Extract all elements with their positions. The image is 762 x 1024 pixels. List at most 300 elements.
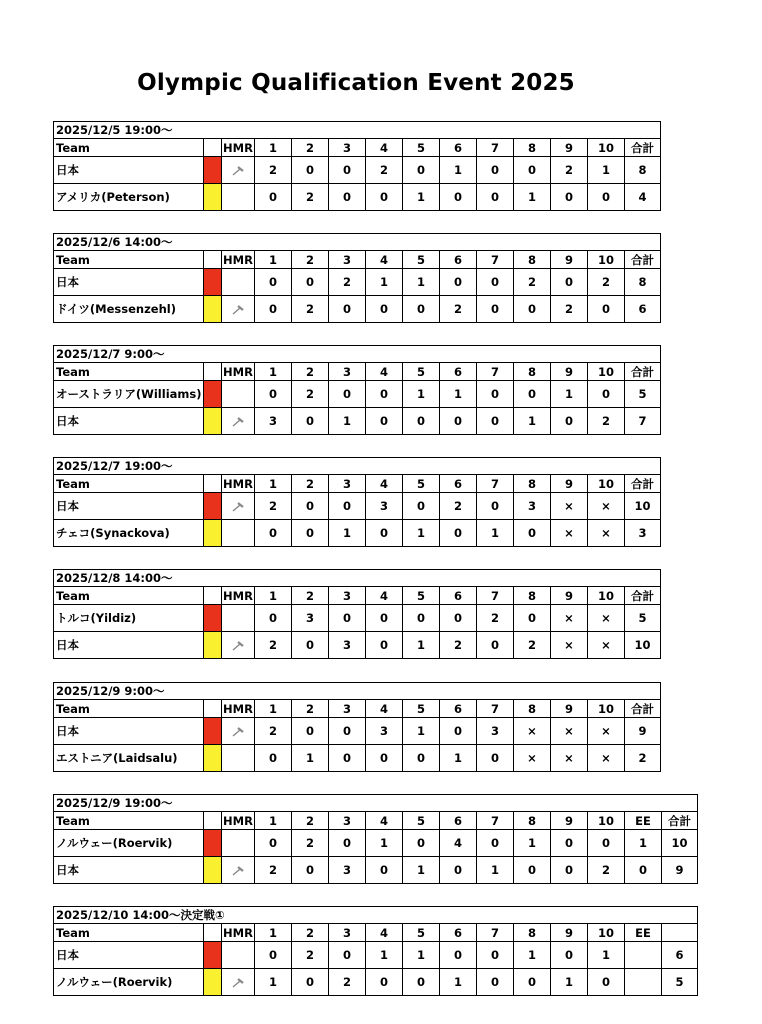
team-header: Team xyxy=(54,475,204,493)
stone-header xyxy=(204,251,222,269)
team-name: エストニア(Laidsalu) xyxy=(54,745,204,772)
end-header: 8 xyxy=(514,363,551,381)
end-score: 1 xyxy=(440,157,477,184)
team-row xyxy=(54,184,661,211)
team-row xyxy=(54,157,661,184)
end-score: 1 xyxy=(551,969,588,996)
end-score: 0 xyxy=(403,830,440,857)
team-row xyxy=(54,969,698,996)
hammer-cell xyxy=(222,969,255,996)
end-score: 1 xyxy=(514,408,551,435)
game-table xyxy=(53,569,661,659)
end-header: 4 xyxy=(366,700,403,718)
total-header: 合計 xyxy=(662,812,698,830)
end-score: 0 xyxy=(255,830,292,857)
hammer-cell xyxy=(222,408,255,435)
end-score: 0 xyxy=(551,184,588,211)
end-header: 4 xyxy=(366,475,403,493)
stone-color-cell xyxy=(204,942,222,969)
end-header: 7 xyxy=(477,139,514,157)
end-header: 1 xyxy=(255,587,292,605)
team-name: ドイツ(Messenzehl) xyxy=(54,296,204,323)
stone-color-cell xyxy=(204,184,222,211)
end-score: 2 xyxy=(440,493,477,520)
end-header: 8 xyxy=(514,700,551,718)
end-header: 2 xyxy=(292,812,329,830)
end-score xyxy=(625,969,662,996)
end-score: 1 xyxy=(366,830,403,857)
end-score: 0 xyxy=(255,381,292,408)
total-header: 合計 xyxy=(625,475,661,493)
hammer-icon xyxy=(230,863,246,877)
team-row xyxy=(54,632,661,659)
hmr-header: HMR xyxy=(223,925,253,940)
end-header: 3 xyxy=(329,587,366,605)
end-header: 8 xyxy=(514,587,551,605)
stone-color-cell xyxy=(204,857,222,884)
hammer-cell xyxy=(222,157,255,184)
stone-color-cell xyxy=(204,157,222,184)
end-score: 2 xyxy=(292,296,329,323)
end-score xyxy=(625,942,662,969)
team-name: 日本 xyxy=(54,408,204,435)
end-score: × xyxy=(588,605,625,632)
hmr-header: HMR xyxy=(223,476,253,491)
end-header: 10 xyxy=(588,139,625,157)
end-score: 0 xyxy=(403,408,440,435)
end-score: 1 xyxy=(255,969,292,996)
hammer-icon xyxy=(230,414,246,428)
stone-header xyxy=(204,812,222,830)
end-header: 10 xyxy=(588,924,625,942)
end-score: 0 xyxy=(403,605,440,632)
end-score: 3 xyxy=(514,493,551,520)
team-name: オーストラリア(Williams) xyxy=(54,381,204,408)
end-score: 0 xyxy=(477,830,514,857)
end-score: 0 xyxy=(551,408,588,435)
game-date: 2025/12/9 19:00～ xyxy=(54,795,698,812)
hammer-icon xyxy=(230,302,246,316)
hmr-header: HMR xyxy=(223,813,253,828)
end-score: 1 xyxy=(403,520,440,547)
team-row xyxy=(54,269,661,296)
end-header: 8 xyxy=(514,812,551,830)
end-score: 0 xyxy=(255,520,292,547)
end-score: 1 xyxy=(329,520,366,547)
end-header: 7 xyxy=(477,251,514,269)
end-score: 0 xyxy=(366,969,403,996)
stone-color-cell xyxy=(204,605,222,632)
end-header: 7 xyxy=(477,587,514,605)
end-score: × xyxy=(551,632,588,659)
end-score: 1 xyxy=(403,857,440,884)
team-header: Team xyxy=(54,139,204,157)
hammer-icon xyxy=(230,638,246,652)
end-score: 0 xyxy=(403,745,440,772)
end-header: 2 xyxy=(292,700,329,718)
game-table xyxy=(53,121,661,211)
total-score: 10 xyxy=(625,493,661,520)
end-score: 0 xyxy=(292,269,329,296)
end-score: 2 xyxy=(440,296,477,323)
end-score: 1 xyxy=(514,830,551,857)
page-title: Olympic Qualification Event 2025 xyxy=(137,70,575,96)
end-score: 0 xyxy=(329,493,366,520)
end-score: 1 xyxy=(403,269,440,296)
end-score: 4 xyxy=(440,830,477,857)
end-header: 1 xyxy=(255,139,292,157)
end-score: 0 xyxy=(403,157,440,184)
end-header: 6 xyxy=(440,251,477,269)
end-header: 4 xyxy=(366,363,403,381)
end-score: 2 xyxy=(255,632,292,659)
end-score: 0 xyxy=(440,942,477,969)
end-score: 2 xyxy=(440,632,477,659)
hammer-cell xyxy=(222,296,255,323)
game-date: 2025/12/8 14:00～ xyxy=(54,570,661,587)
total-score: 8 xyxy=(625,157,661,184)
team-row xyxy=(54,718,661,745)
hmr-header: HMR xyxy=(223,364,253,379)
end-header: 3 xyxy=(329,363,366,381)
end-header: 9 xyxy=(551,475,588,493)
team-row xyxy=(54,296,661,323)
end-header: 6 xyxy=(440,587,477,605)
end-score: 0 xyxy=(551,857,588,884)
end-score: 3 xyxy=(366,718,403,745)
stone-header xyxy=(204,139,222,157)
end-score: 0 xyxy=(292,520,329,547)
end-score: × xyxy=(588,493,625,520)
end-header: 4 xyxy=(366,251,403,269)
hammer-icon xyxy=(230,163,246,177)
end-header: 2 xyxy=(292,363,329,381)
team-name: 日本 xyxy=(54,718,204,745)
end-header: 7 xyxy=(477,924,514,942)
end-score: 1 xyxy=(440,745,477,772)
end-score: 0 xyxy=(255,296,292,323)
game-date: 2025/12/5 19:00～ xyxy=(54,122,661,139)
game-table xyxy=(53,345,661,435)
end-score: × xyxy=(588,718,625,745)
end-header: 5 xyxy=(403,251,440,269)
end-score: 1 xyxy=(440,381,477,408)
end-score: 2 xyxy=(255,857,292,884)
end-score: 0 xyxy=(477,632,514,659)
team-header: Team xyxy=(54,700,204,718)
end-header: 10 xyxy=(588,475,625,493)
team-name: 日本 xyxy=(54,632,204,659)
end-score: 0 xyxy=(477,493,514,520)
end-header: 10 xyxy=(588,587,625,605)
end-header: 4 xyxy=(366,587,403,605)
end-score: 0 xyxy=(514,857,551,884)
end-header: 1 xyxy=(255,363,292,381)
end-score: 2 xyxy=(366,157,403,184)
total-score: 6 xyxy=(662,942,698,969)
end-score: 0 xyxy=(329,184,366,211)
team-name: 日本 xyxy=(54,493,204,520)
end-score: 2 xyxy=(551,296,588,323)
hammer-cell xyxy=(222,184,255,211)
total-header: 合計 xyxy=(625,363,661,381)
end-score: 0 xyxy=(514,157,551,184)
end-score: × xyxy=(588,745,625,772)
hammer-cell xyxy=(222,745,255,772)
end-score: 2 xyxy=(514,269,551,296)
end-score: 0 xyxy=(366,408,403,435)
team-name: アメリカ(Peterson) xyxy=(54,184,204,211)
hmr-header: HMR xyxy=(223,588,253,603)
end-score: 3 xyxy=(366,493,403,520)
end-score: × xyxy=(551,520,588,547)
team-name: トルコ(Yildiz) xyxy=(54,605,204,632)
end-score: 0 xyxy=(477,157,514,184)
end-score: 0 xyxy=(255,942,292,969)
end-header: 5 xyxy=(403,475,440,493)
end-score: × xyxy=(551,493,588,520)
team-name: 日本 xyxy=(54,269,204,296)
end-score: 2 xyxy=(292,942,329,969)
end-header: 6 xyxy=(440,700,477,718)
end-header: 8 xyxy=(514,139,551,157)
end-score: 1 xyxy=(292,745,329,772)
stone-color-cell xyxy=(204,296,222,323)
total-score: 2 xyxy=(625,745,661,772)
game-table xyxy=(53,457,661,547)
team-row xyxy=(54,830,698,857)
end-score: 0 xyxy=(588,184,625,211)
end-score: 0 xyxy=(514,969,551,996)
end-header: 1 xyxy=(255,924,292,942)
team-name: 日本 xyxy=(54,157,204,184)
end-header: 1 xyxy=(255,812,292,830)
total-header: 合計 xyxy=(625,587,661,605)
end-score: 0 xyxy=(477,408,514,435)
team-row xyxy=(54,381,661,408)
total-score: 6 xyxy=(625,296,661,323)
hammer-icon xyxy=(230,975,246,989)
stone-color-cell xyxy=(204,381,222,408)
end-score: 1 xyxy=(403,381,440,408)
total-score: 5 xyxy=(662,969,698,996)
end-score: 0 xyxy=(440,605,477,632)
game-date: 2025/12/6 14:00～ xyxy=(54,234,661,251)
stone-color-cell xyxy=(204,269,222,296)
game-table xyxy=(53,794,698,884)
end-score: 2 xyxy=(588,269,625,296)
end-score: 1 xyxy=(366,269,403,296)
end-score: 3 xyxy=(255,408,292,435)
hmr-header: HMR xyxy=(223,140,253,155)
end-score: 2 xyxy=(551,157,588,184)
total-score: 10 xyxy=(625,632,661,659)
hammer-cell xyxy=(222,605,255,632)
end-score: 1 xyxy=(403,632,440,659)
end-header: EE xyxy=(625,812,662,830)
end-score: 0 xyxy=(440,718,477,745)
team-row xyxy=(54,520,661,547)
end-score: 1 xyxy=(403,718,440,745)
team-row xyxy=(54,745,661,772)
end-score: 1 xyxy=(403,942,440,969)
total-score: 9 xyxy=(625,718,661,745)
game-date: 2025/12/10 14:00～決定戦① xyxy=(54,907,698,924)
end-score: 0 xyxy=(477,269,514,296)
hammer-icon xyxy=(230,724,246,738)
end-header: 9 xyxy=(551,587,588,605)
stone-color-cell xyxy=(204,493,222,520)
end-score: 3 xyxy=(329,632,366,659)
end-header: 2 xyxy=(292,924,329,942)
end-header: 8 xyxy=(514,251,551,269)
end-score: 0 xyxy=(366,605,403,632)
end-score: 3 xyxy=(477,718,514,745)
end-score: 1 xyxy=(514,942,551,969)
team-row xyxy=(54,493,661,520)
end-header: 7 xyxy=(477,812,514,830)
end-score: × xyxy=(551,605,588,632)
hammer-cell xyxy=(222,381,255,408)
end-score: 0 xyxy=(588,296,625,323)
end-score: 0 xyxy=(477,184,514,211)
end-score: 0 xyxy=(440,857,477,884)
hammer-cell xyxy=(222,857,255,884)
end-header: 5 xyxy=(403,587,440,605)
end-score: 0 xyxy=(366,184,403,211)
end-score: 0 xyxy=(403,493,440,520)
end-score: 0 xyxy=(440,269,477,296)
end-score: 2 xyxy=(588,408,625,435)
end-header: 1 xyxy=(255,475,292,493)
end-header: 3 xyxy=(329,251,366,269)
end-header: 3 xyxy=(329,475,366,493)
end-score: × xyxy=(588,632,625,659)
end-header: 6 xyxy=(440,363,477,381)
end-header: 10 xyxy=(588,251,625,269)
end-score: 1 xyxy=(477,520,514,547)
end-score: 0 xyxy=(477,969,514,996)
end-score: 0 xyxy=(292,632,329,659)
end-score: 0 xyxy=(329,942,366,969)
end-score: 0 xyxy=(366,632,403,659)
end-score: 1 xyxy=(588,942,625,969)
stone-color-cell xyxy=(204,718,222,745)
stone-header xyxy=(204,475,222,493)
team-row xyxy=(54,942,698,969)
end-score: 2 xyxy=(292,830,329,857)
total-header xyxy=(662,924,698,942)
end-score: 2 xyxy=(255,718,292,745)
end-score: 0 xyxy=(255,745,292,772)
end-score: 0 xyxy=(477,381,514,408)
end-score: 0 xyxy=(255,184,292,211)
end-score: 0 xyxy=(292,493,329,520)
end-header: 7 xyxy=(477,363,514,381)
end-score: 0 xyxy=(329,745,366,772)
game-date: 2025/12/7 19:00～ xyxy=(54,458,661,475)
total-header: 合計 xyxy=(625,139,661,157)
total-header: 合計 xyxy=(625,700,661,718)
team-row xyxy=(54,857,698,884)
end-score: 0 xyxy=(366,296,403,323)
end-score: 3 xyxy=(292,605,329,632)
hmr-header: HMR xyxy=(223,252,253,267)
end-header: 4 xyxy=(366,139,403,157)
end-header: 5 xyxy=(403,924,440,942)
end-score: 0 xyxy=(366,381,403,408)
total-score: 5 xyxy=(625,381,661,408)
end-header: 7 xyxy=(477,700,514,718)
end-score: 0 xyxy=(255,269,292,296)
hammer-icon xyxy=(230,499,246,513)
end-score: 2 xyxy=(292,381,329,408)
team-row xyxy=(54,408,661,435)
end-score: 0 xyxy=(477,745,514,772)
end-score: 0 xyxy=(366,857,403,884)
stone-color-cell xyxy=(204,745,222,772)
hmr-header: HMR xyxy=(223,701,253,716)
end-header: 3 xyxy=(329,812,366,830)
end-score: × xyxy=(514,718,551,745)
end-score: 1 xyxy=(625,830,662,857)
hammer-cell xyxy=(222,718,255,745)
team-row xyxy=(54,605,661,632)
team-header: Team xyxy=(54,587,204,605)
total-score: 9 xyxy=(662,857,698,884)
end-score: 0 xyxy=(514,296,551,323)
stone-color-cell xyxy=(204,969,222,996)
end-header: EE xyxy=(625,924,662,942)
end-score: 2 xyxy=(329,969,366,996)
end-score: 0 xyxy=(440,408,477,435)
team-header: Team xyxy=(54,812,204,830)
stone-color-cell xyxy=(204,830,222,857)
end-score: 0 xyxy=(477,942,514,969)
end-score: 1 xyxy=(588,157,625,184)
end-score: 0 xyxy=(329,605,366,632)
end-score: 0 xyxy=(551,830,588,857)
end-score: 0 xyxy=(292,408,329,435)
end-score: 1 xyxy=(403,184,440,211)
total-score: 5 xyxy=(625,605,661,632)
end-score: 1 xyxy=(514,184,551,211)
end-header: 4 xyxy=(366,924,403,942)
end-header: 10 xyxy=(588,700,625,718)
end-score: 0 xyxy=(588,381,625,408)
end-score: × xyxy=(551,745,588,772)
end-header: 9 xyxy=(551,251,588,269)
end-header: 2 xyxy=(292,475,329,493)
end-header: 5 xyxy=(403,363,440,381)
end-score: 0 xyxy=(440,184,477,211)
end-score: 2 xyxy=(255,493,292,520)
team-name: ノルウェー(Roervik) xyxy=(54,969,204,996)
end-header: 6 xyxy=(440,812,477,830)
end-header: 9 xyxy=(551,139,588,157)
end-score: 1 xyxy=(366,942,403,969)
end-score: 0 xyxy=(625,857,662,884)
team-header: Team xyxy=(54,924,204,942)
team-name: 日本 xyxy=(54,857,204,884)
stone-header xyxy=(204,587,222,605)
stone-color-cell xyxy=(204,408,222,435)
hammer-cell xyxy=(222,830,255,857)
end-score: 0 xyxy=(366,745,403,772)
end-header: 10 xyxy=(588,812,625,830)
total-score: 7 xyxy=(625,408,661,435)
end-score: × xyxy=(588,520,625,547)
